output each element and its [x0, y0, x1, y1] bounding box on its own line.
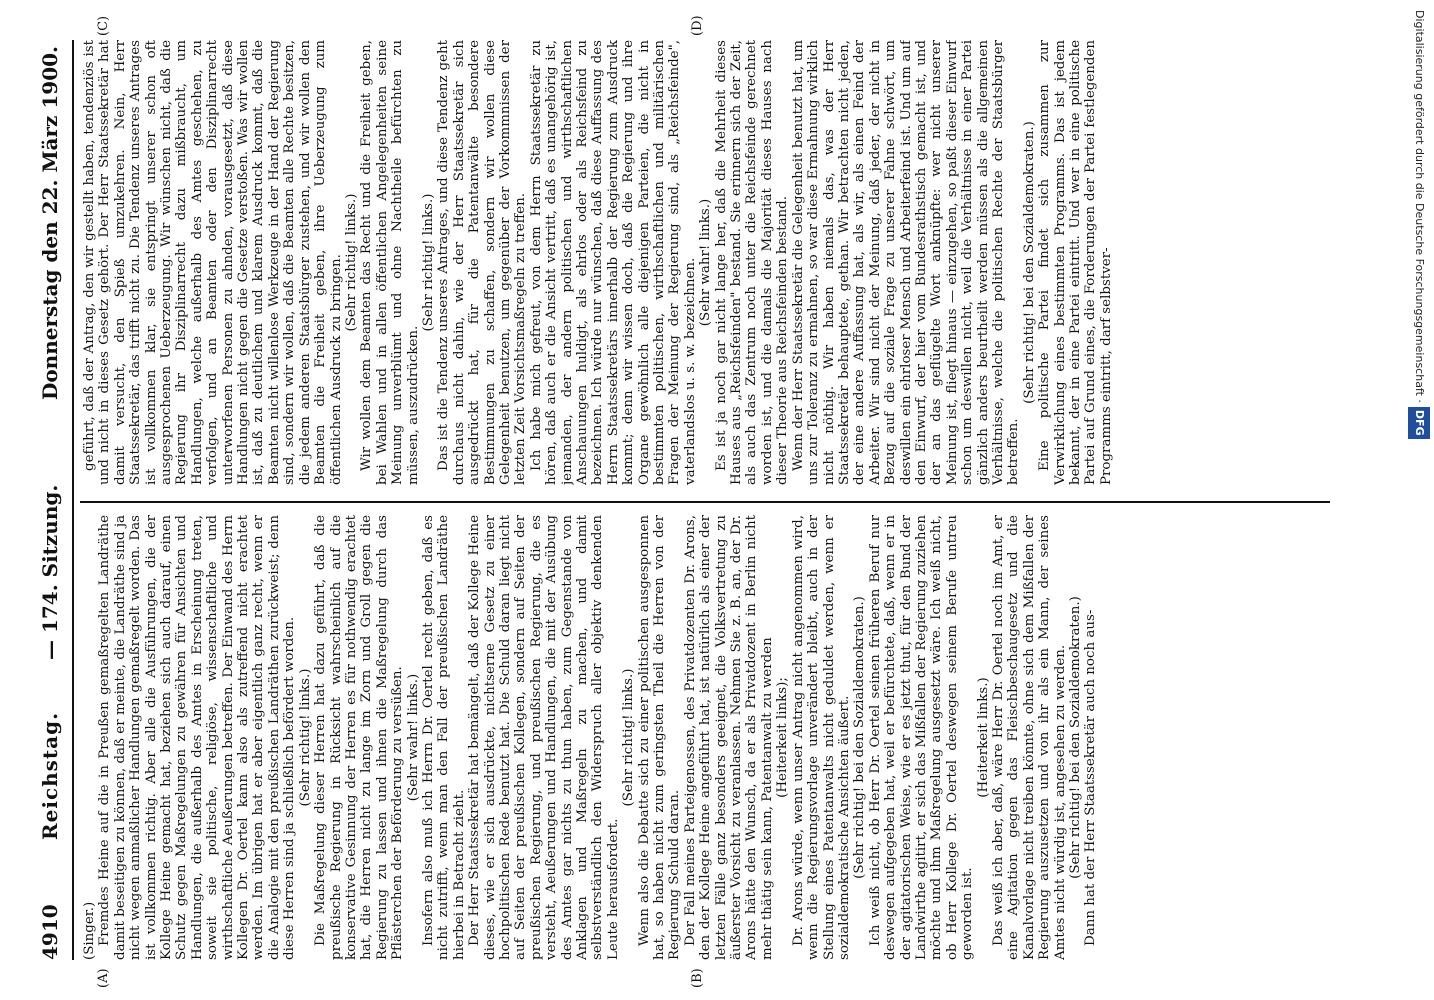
paragraph: Wenn also die Debatte sich zu einer politischen ausgesponnen hat, so haben nicht zum geringsten Theil die Herren von der Regierung Schuld daran. [636, 515, 683, 960]
column-rule [80, 501, 1330, 503]
paragraph: (Sehr richtig! bei den Sozialdemokraten.) [852, 596, 868, 879]
header-rule [72, 40, 74, 960]
page-header [30, 40, 70, 960]
paragraph: Eine politische Partei findet sich zusammen zur Verwirklichung eines bestimmten Programms. Das ist jedem bekannt, der in eine Partei eintritt. Und wer in eine politische Partei auf Grund eines, die Forderungen der Partei festlegenden Programms eintritt, darf selbstver- [1037, 40, 1114, 485]
paragraph: (Sehr richtig! links.) [420, 193, 436, 332]
margin-marker-b: (B) [690, 968, 705, 988]
paragraph: (Heiterkeit links.) [975, 677, 991, 798]
paragraph: (Sehr wahr! links.) [698, 198, 714, 327]
right-column [82, 40, 1327, 485]
paragraph: Insofern also muß ich Herrn Dr. Oertel recht geben, daß es nicht zutrifft, wenn man den Fall der preußischen Landräthe hierbei in Betracht zieht. [420, 515, 467, 960]
paragraph: Das weiß ich aber, daß, wäre Herr Dr. Oertel noch im Amt, er eine Agitation gegen das Fleischbeschaugesetz und die Kanalvorlage nicht treiben könnte, ohne sich dem Mißfallen der Regierung auszusetzen und von ihr als ein Mann, der seines Amtes nicht würdig ist, angesehen zu werden. [990, 515, 1068, 960]
session-date: Donnerstag den 22. März 1900. [38, 46, 62, 400]
paragraph: Das ist die Tendenz unseres Antrages, und diese Tendenz geht durchaus nicht dahin, wie der Herr Staatssekretär sich ausgedrückt hat, für die Patentanwälte besondere Bestimmungen zu schaffen, sondern wir wollen diese Gelegenheit benutzen, um gegenüber der Vorkommnissen der letzten Zeit Vorsichtsmaßregeln zu treffen. [436, 40, 529, 485]
paragraph: Dann hat der Herr Staatssekretär auch noch aus- [1083, 609, 1099, 946]
paragraph: Dr. Arons würde, wenn unser Antrag nicht angenommen wird, wenn die Regierungsvorlage unverändert bleibt, auch in der Stellung eines Patentanwalts nicht geduldet werden, wenn er sozialdemokratische Ansichten äußert. [790, 515, 852, 960]
paragraph: Der Fall meines Parteigenossen, des Privatdozenten Dr. Arons, den der Kollege Heine angeführt hat, ist natürlich als einer der letzten Fälle ganz besonders geeignet, die Volksvertretung zu äußerster Vorsicht zu veranlassen. Nehmen Sie z. B. an, der Dr. Arons hätte den Wunsch, da er als Privatdozent in Berlin nicht mehr thätig sein kann, Patentanwalt zu werden [682, 515, 775, 960]
paragraph: (Sehr richtig! links.) [621, 668, 637, 807]
paragraph: Ich habe mich gefreut, von dem Herrn Staatssekretär zu hören, daß auch er die Ansicht vertritt, daß es unangehörig ist, jemanden, der andern politischen und wirthschaftlichen Anschauungen huldigt, als ehrlos oder als Reichsfeind zu bezeichnen. Ich würde nur wünschen, daß diese Auffassung des Herrn Staatssekretärs innerhalb der Regierung zum Ausdruck kommt; denn wir wissen doch, daß die Regierung und ihre Organe gewöhnlich alle diejenigen Parteien, die nicht in bestimmten politischen, wirthschaftlichen und militärischen Fragen der Meinung der Regierung sind, als „Reichsfeinde", vaterlandslos u. s. w. bezeichnen. [528, 40, 698, 485]
watermark-text: Digitalisierung gefördert durch die Deutsche Forschungsgemeinschaft · [1413, 10, 1426, 403]
paragraph: Es ist ja noch gar nicht lange her, daß die Mehrheit dieses Hauses aus „Reichsfeinden" bestand. Sie erinnern sich der Zeit, als auch das Zentrum noch unter die Reichsfeinde gerechnet worden ist, und die damals die Majorität dieses Hauses nach dieser Theorie aus Reichsfeinden bestand. [713, 40, 791, 485]
paragraph: Die Maßregelung dieser Herren hat dazu geführt, daß die preußische Regierung in Rücksicht wahrscheinlich auf die konservative Gesinnung der Herren es für nothwendig erachtet hat, die Herren nicht zu lange im Zorn und Groll gegen die Regierung zu lassen und ihnen die Maßregelung durch das Pflästerchen der Beförderung zu versüßen. [313, 515, 406, 960]
dfg-logo: DFG [1408, 407, 1430, 439]
paragraph: (Sehr richtig! bei den Sozialdemokraten.) [1021, 121, 1037, 404]
paragraph: Der Herr Staatssekretär hat bemängelt, daß der Kollege Heine dieses, wie er sich ausdrückte, nichtserne Gesetz zu einer hochpolitischen Rede benutzt hat. Die Schuld daran liegt nicht auf Seiten der preußischen Kollegen, sondern auf Seiten der preußischen Regierung, und preußischen Regierung, die es versteht, Aeußerungen und Handlungen, die mit der Ausübung des Amtes gar nichts zu thun haben, zum Gegenstande von Anklagen und Maßregeln zu machen, und damit selbstverständlich den Widerspruch aller objektiv denkenden Leute herausfordert. [467, 515, 621, 960]
paragraph: Ich weiß nicht, ob Herr Dr. Oertel seinen früheren Beruf nur deswegen aufgegeben hat, weil er befürchtete, daß, wenn er in der agitatorischen Weise, wie er es jetzt thut, für den Bund der Landwirthe agitirt, er sich das Mißfallen der Regierung zuziehen möchte und ihm Maßregelung ausgesetzt wäre. Ich weiß nicht, ob Herr Kollege Dr. Oertel deswegen seinem Berufe untreu geworden ist. [867, 515, 976, 960]
margin-marker-c: (C) [96, 15, 111, 36]
dfg-watermark [1408, 10, 1434, 990]
page-number: 4910 [38, 904, 62, 960]
paragraph: (Heiterkeit links); [775, 677, 791, 798]
left-column [82, 515, 1327, 960]
margin-marker-a: (A) [96, 968, 111, 988]
paragraph: (Sehr richtig! links.) [343, 193, 359, 332]
paragraph: (Sehr richtig! bei den Sozialdemokraten.) [1068, 596, 1083, 879]
margin-marker-d: (D) [690, 15, 705, 36]
session-label: — 174. Sitzung. [38, 484, 62, 660]
speaker-name: (Singer.) [82, 901, 97, 960]
paragraph: (Sehr richtig! links.) [297, 668, 313, 807]
organization-name: Reichstag. [38, 711, 62, 840]
paragraph: geführt, daß der Antrag, den wir gestellt haben, tendenziös ist und nicht in dieses Gesetz gehört. Der Herr Staatssekretär hat damit versucht, den Spieß umzukehren. Nein, Herr Staatssekretär, das trifft nicht zu. Die Tendenz unseres Antrages ist vollkommen klar, sie entspringt unserer schon oft ausgesprochenen Ueberzeugung. Wir wünschen nicht, daß die Regierung ihr Disziplinarrecht dazu mißbraucht, um Handlungen, welche außerhalb des Amtes geschehen, zu verfolgen, und an Beamten oder den Disziplinarrecht unterworfenen Personen zu ahnden, vorausgesetzt, daß diese Handlungen nicht gegen die Gesetze verstoßen. Was wir wollen ist, daß zu deutlichem und klarem Ausdruck kommt, daß die Beamten nicht willenlose Werkzeuge in der Hand der Regierung sind, sondern wir wollen, daß die Beamten alle Rechte besitzen, die jedem anderen Staatsbürger zustehen, und wir wollen den Beamten die Freiheit geben, ihre Ueberzeugung zum öffentlichen Ausdruck zu bringen. [82, 40, 344, 485]
paragraph: Wir wollen dem Beamten das Recht und die Freiheit geben, bei Wahlen und in allen öffentlichen Angelegenheiten seine Meinung unverblümt und ohne Nachtheile befürchten zu müssen, auszudrücken. [359, 40, 421, 485]
paragraph: Fremdes Heine auf die in Preußen gemaßregelten Landräthe damit beseitigen zu können, daß er meinte, die Landräthe sind ja nicht wegen anmaßlicher Handlungen gemaßregelt worden. Das ist vollkommen richtig. Aber alle die Ausführungen, die der Kollege Heine gemacht hat, beziehen sich auch darauf, einen Schutz gegen Maßregelungen zu gewähren für Ansichten und Handlungen, die außerhalb des Amtes in Erscheinung treten, soweit sie politische, religiöse, wissenschaftliche und wirthschaftliche Aeußerungen betreffen. Der Einwand des Herrn Kollegen Dr. Oertel kann also als zutreffend nicht erachtet werden. Im übrigen hat er aber eigentlich ganz recht, wenn er die Analogie mit den preußischen Landräthen zurückweist; denn diese Herren sind ja schließlich befördert worden. [97, 515, 298, 960]
paragraph: (Sehr wahr! links.) [405, 673, 421, 802]
paragraph: Wenn der Herr Staatssekretär die Gelegenheit benutzt hat, um uns zur Toleranz zu ermahnen, so war diese Ermahnung wirklich nicht nöthig. Wir haben niemals das, was der Herr Staatssekretär behauptete, gethan. Wir betrachten nicht jeden, der eine andere Auffassung hat, als wir, als einen Feind der Arbeiter. Wir sind nicht der Meinung, daß jeder, der nicht in Bezug auf die soziale Frage zu unserer Fahne schwört, um deswillen ein ehrloser Mensch und Arbeiterfeind ist. Und um auf den Einwurf, der hier vom Bundesrathstisch gemacht ist, und der an das geflügelte Wort anknüpfte: wer nicht unserer Meinung ist, fliegt hinaus — einzugehen, so paßt dieser Einwurf schon um deswillen nicht, weil die Verhältnisse in einer Partei gänzlich anders beurtheilt werden müssen als die allgemeinen Verhältnisse, welche die politischen Rechte der Staatsbürger betreffen. [790, 40, 1022, 485]
